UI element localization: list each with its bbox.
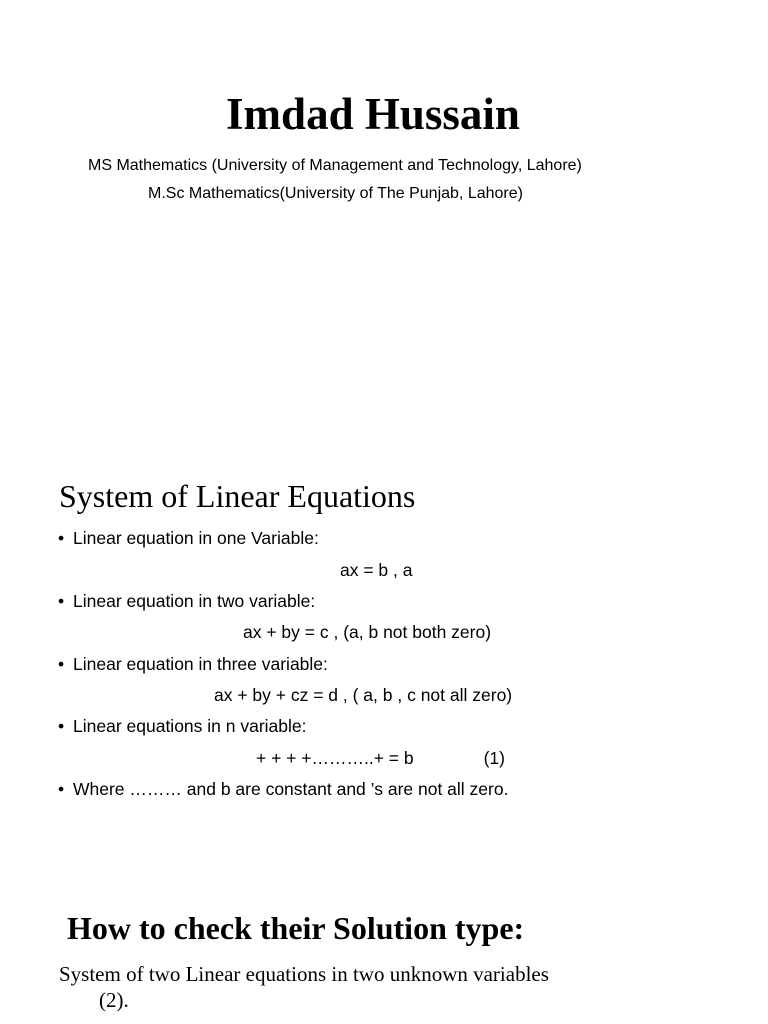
bullet-text: Where ……… and b are constant and ’s are not all zero. [73,779,509,799]
bullet-text: Linear equations in n variable: [73,716,307,736]
equation-n-variable-body: + + + +………..+ = b [256,748,414,768]
equation-n-variable [256,748,505,769]
bullet-item-where-clause [58,779,508,800]
qualification-msc: M.Sc Mathematics(University of The Punjab, Lahore) [148,185,523,202]
bullet-text: Linear equation in three variable: [73,654,328,674]
bullet-item-two-variable [58,591,315,612]
solution-type-paragraph [59,961,679,1013]
equation-number: (1) [483,748,505,768]
paragraph-line: System of two Linear equations in two unknown variables [59,962,549,986]
bullet-item-n-variable [58,716,307,737]
equation-three-variable: ax + by + cz = d , ( a, b , c not all zero) [214,685,513,705]
paragraph-continuation: (2). [99,988,129,1012]
bullet-dot: • [58,716,65,736]
bullet-dot: • [58,591,65,611]
equation-one-variable: ax = b , a [340,560,413,580]
bullet-text: Linear equation in two variable: [73,591,316,611]
author-name-title: Imdad Hussain [226,89,520,139]
bullet-item-three-variable [58,654,328,675]
equation-two-variable: ax + by = c , (a, b not both zero) [243,622,492,642]
bullet-dot: • [58,779,65,799]
qualification-ms: MS Mathematics (University of Management and Technology, Lahore) [88,157,582,174]
bullet-dot: • [58,528,65,548]
bullet-dot: • [58,654,65,674]
bullet-item-one-variable [58,528,319,549]
bullet-text: Linear equation in one Variable: [73,528,319,548]
section-heading-linear-equations: System of Linear Equations [59,478,416,514]
section-heading-solution-type: How to check their Solution type: [67,910,525,946]
